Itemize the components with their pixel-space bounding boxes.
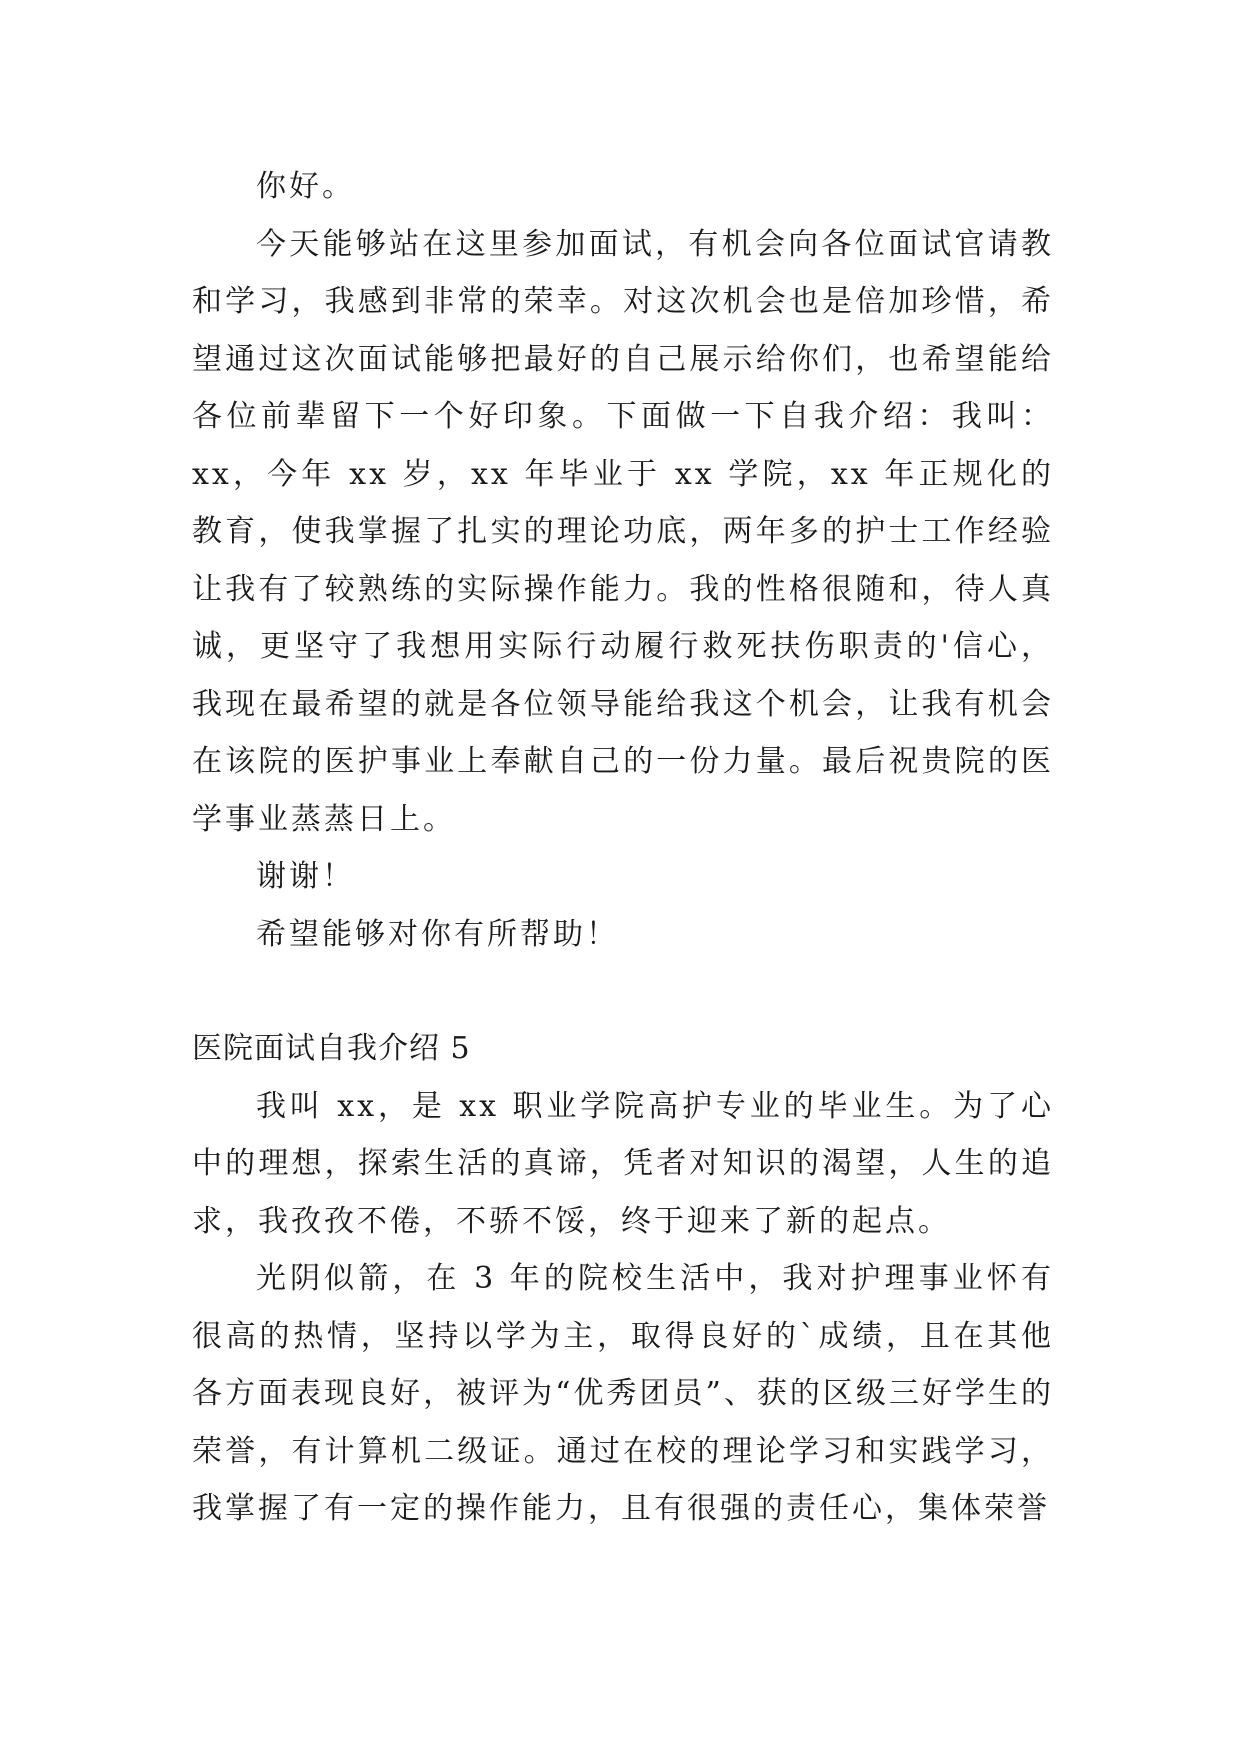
section5-paragraph-1: 我叫 xx，是 xx 职业学院高护专业的毕业生。为了心中的理想，探索生活的真谛，凭者对知识的渴望，人生的追求，我孜孜不倦，不骄不馁，终于迎来了新的起点。: [192, 1088, 1054, 1239]
section-heading: 医院面试自我介绍 5: [192, 1031, 471, 1066]
document-body: [192, 158, 1054, 1538]
closing-paragraph: 希望能够对你有所帮助！: [256, 916, 619, 952]
greeting-paragraph: 你好。: [256, 169, 355, 204]
intro-paragraph: 今天能够站在这里参加面试，有机会向各位面试官请教和学习，我感到非常的荣幸。对这次机会也是倍加珍惜，希望通过这次面试能够把最好的自己展示给你们，也希望能给各位前辈留下一个好印象。下面做一下自我介绍：我叫：xx，今年 xx 岁，xx 年毕业于 xx 学院，xx 年正规化的教育，使我掌握了扎实的理论功底，两年多的护士工作经验让我有了较熟练的实际操作能力。我的性格很随和，待人真诚，更坚守了我想用实际行动履行救死扶伤职责的'信心，我现在最希望的就是各位领导能给我这个机会，让我有机会在该院的医护事业上奉献自己的一份力量。最后祝贵院的医学事业蒸蒸日上。: [192, 226, 1054, 837]
section5-paragraph-2: 光阴似箭，在 3 年的院校生活中，我对护理事业怀有很高的热情，坚持以学为主，取得良好的`成绩，且在其他各方面表现良好，被评为“优秀团员”、获的区级三好学生的荣誉，有计算机二级证。通过在校的理论学习和实践学习，我掌握了有一定的操作能力，且有很强的责任心，集体荣誉: [192, 1261, 1054, 1526]
thanks-paragraph: 谢谢！: [256, 859, 355, 894]
